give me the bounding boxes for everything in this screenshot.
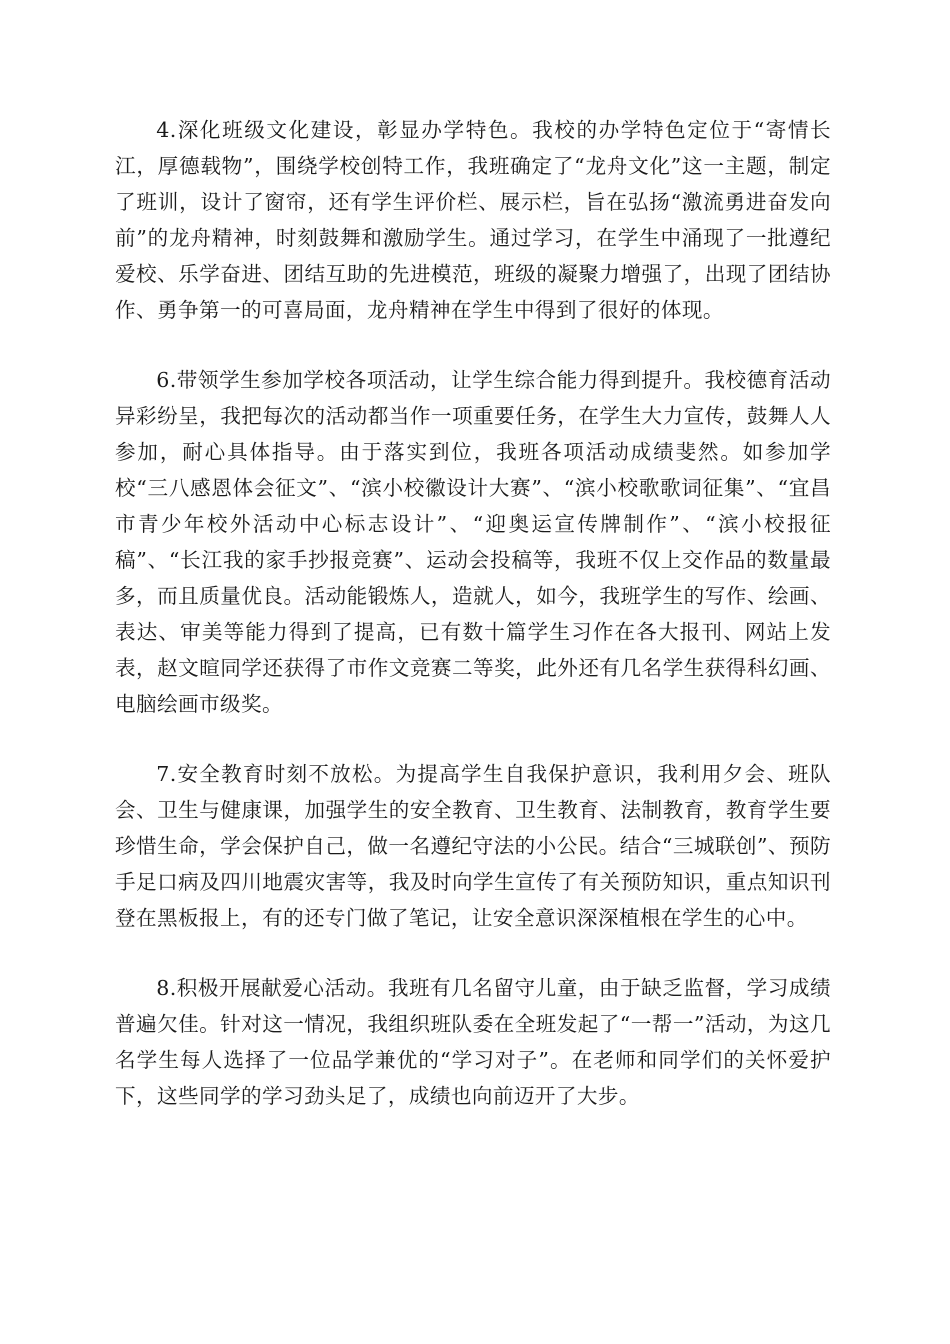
paragraph-item-4-class-culture: 4.深化班级文化建设，彰显办学特色。我校的办学特色定位于“寄情长江，厚德载物”，围绕学校创特工作，我班确定了“龙舟文化”这一主题，制定了班训，设计了窗帘，还有学生评价栏、展示栏，旨在弘扬“激流勇进奋发向前”的龙舟精神，时刻鼓舞和激励学生。通过学习，在学生中涌现了一批遵纪爱校、乐学奋进、团结互助的先进模范，班级的凝聚力增强了，出现了团结协作、勇争第一的可喜局面，龙舟精神在学生中得到了很好的体现。 [115,118,831,322]
paragraph-item-6-school-activities: 6.带领学生参加学校各项活动，让学生综合能力得到提升。我校德育活动异彩纷呈，我把每次的活动都当作一项重要任务，在学生大力宣传，鼓舞人人参加，耐心具体指导。由于落实到位，我班各项活动成绩斐然。如参加学校“三八感恩体会征文”、“滨小校徽设计大赛”、“滨小校歌歌词征集”、“宜昌市青少年校外活动中心标志设计”、“迎奥运宣传牌制作”、“滨小校报征稿”、“长江我的家手抄报竞赛”、运动会投稿等，我班不仅上交作品的数量最多，而且质量优良。活动能锻炼人，造就人，如今，我班学生的写作、绘画、表达、审美等能力得到了提高，已有数十篇学生习作在各大报刊、网站上发表，赵文暄同学还获得了市作文竞赛二等奖，此外还有几名学生获得科幻画、电脑绘画市级奖。 [115,368,831,716]
paragraph-item-8-charity-activities: 8.积极开展献爱心活动。我班有几名留守儿童，由于缺乏监督，学习成绩普遍欠佳。针对这一情况，我组织班队委在全班发起了“一帮一”活动，为这几名学生每人选择了一位品学兼优的“学习对子”。在老师和同学们的关怀爱护下，这些同学的学习劲头足了，成绩也向前迈开了大步。 [115,976,831,1108]
paragraph-item-7-safety-education: 7.安全教育时刻不放松。为提高学生自我保护意识，我利用夕会、班队会、卫生与健康课，加强学生的安全教育、卫生教育、法制教育，教育学生要珍惜生命，学会保护自己，做一名遵纪守法的小公民。结合“三城联创”、预防手足口病及四川地震灾害等，我及时向学生宣传了有关预防知识，重点知识刊登在黑板报上，有的还专门做了笔记，让安全意识深深植根在学生的心中。 [115,762,831,930]
document-body [115,112,831,1114]
